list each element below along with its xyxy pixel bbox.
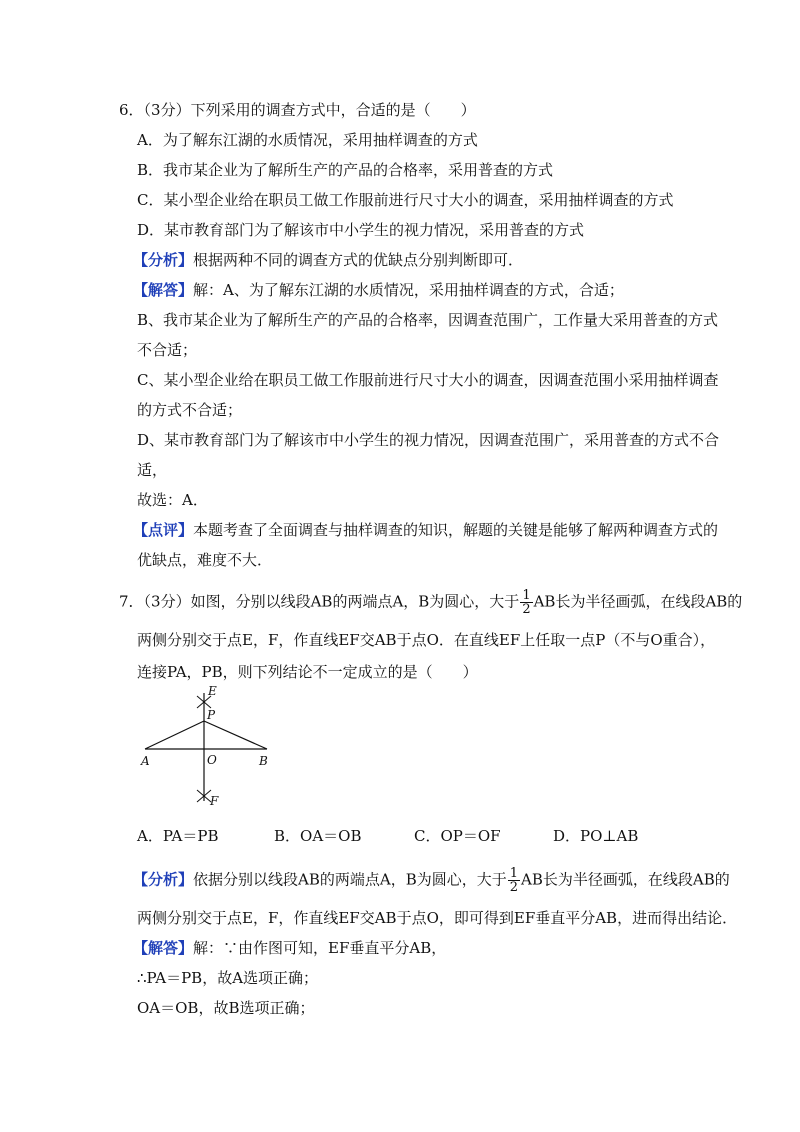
q7-answer-line-2: ∴PA＝PB，故A选项正确；	[137, 969, 319, 987]
q6-answer-line-8: 故选：A．	[137, 491, 208, 509]
q6-answer-line-5: 的方式不合适；	[137, 401, 243, 419]
q6-option-a: A．为了解东江湖的水质情况，采用抽样调查的方式	[137, 131, 478, 149]
label-b: B	[259, 754, 268, 768]
q7-answer-line-3: OA＝OB，故B选项正确；	[137, 999, 315, 1017]
q7-option-c: C．OP＝OF	[414, 827, 501, 845]
analysis-post: AB长为半径画弧，在线段AB的	[521, 870, 730, 889]
q7-stem-line-1	[119, 589, 742, 616]
fraction-denominator: 2	[522, 602, 531, 617]
q7-figure	[137, 683, 277, 808]
q7-answer-line-1	[133, 939, 446, 957]
answer-text: 解：∵由作图可知，EF垂直平分AB，	[193, 939, 447, 957]
q7-option-b: B．OA＝OB	[274, 827, 362, 845]
q6-answer-line-1	[133, 281, 624, 299]
q7-analysis-line-1	[133, 867, 730, 894]
q6-option-d: D．某市教育部门为了解该市中小学生的视力情况，采用普查的方式	[137, 221, 585, 239]
answer-text: 解：A、为了解东江湖的水质情况，采用抽样调查的方式，合适；	[193, 281, 624, 299]
q6-analysis	[133, 251, 523, 269]
q6-stem: 6．（3分）下列采用的调查方式中，合适的是（ ）	[119, 101, 476, 119]
fraction-one-half	[520, 589, 532, 616]
q6-answer-line-3: 不合适；	[137, 341, 198, 359]
q6-answer-line-7: 适，	[137, 461, 168, 479]
q7-stem-pre: 7．（3分）如图，分别以线段AB的两端点A，B为圆心，大于	[119, 592, 520, 611]
label-p: P	[207, 708, 216, 722]
label-a: A	[141, 754, 150, 768]
label-o: O	[207, 753, 217, 767]
q6-comment-line-2: 优缺点，难度不大．	[137, 551, 273, 569]
q6-answer-line-2: B、我市某企业为了解所生产的产品的合格率，因调查范围广，工作量大采用普查的方式	[137, 311, 719, 329]
q7-stem-line-2: 两侧分别交于点E，F，作直线EF交AB于点O．在直线EF上任取一点P（不与O重合），	[137, 631, 716, 649]
q7-option-d: D．PO⊥AB	[553, 827, 639, 845]
label-e: E	[208, 684, 217, 698]
comment-text: 本题考查了全面调查与抽样调查的知识，解题的关键是能够了解两种调查方式的	[193, 521, 719, 539]
q6-answer-line-6: D、某市教育部门为了解该市中小学生的视力情况，因调查范围广，采用普查的方式不合	[137, 431, 720, 449]
q6-option-b: B．我市某企业为了解所生产的产品的合格率，采用普查的方式	[137, 161, 554, 179]
q7-option-a: A．PA＝PB	[137, 827, 219, 845]
q6-answer-line-4: C、某小型企业给在职员工做工作服前进行尺寸大小的调查，因调查范围小采用抽样调查	[137, 371, 719, 389]
analysis-tag: 【分析】	[133, 870, 194, 889]
q7-analysis-line-2: 两侧分别交于点E，F，作直线EF交AB于点O，即可得到EF垂直平分AB，进而得出结论．	[137, 909, 738, 927]
fraction-numerator: 1	[522, 588, 531, 603]
analysis-tag: 【分析】	[133, 251, 194, 269]
fraction-numerator: 1	[509, 866, 519, 881]
fraction-one-half	[508, 867, 520, 894]
q6-comment-line-1	[133, 521, 718, 539]
answer-tag: 【解答】	[133, 281, 194, 299]
q7-stem-post: AB长为半径画弧，在线段AB的	[533, 592, 743, 611]
fraction-denominator: 2	[509, 880, 519, 895]
q6-option-c: C．某小型企业给在职员工做工作服前进行尺寸大小的调查，采用抽样调查的方式	[137, 191, 674, 209]
analysis-pre: 依据分别以线段AB的两端点A，B为圆心，大于	[193, 870, 507, 889]
analysis-text: 根据两种不同的调查方式的优缺点分别判断即可．	[193, 251, 524, 269]
label-f: F	[210, 794, 219, 808]
q7-stem-line-3: 连接PA，PB，则下列结论不一定成立的是（ ）	[137, 663, 478, 681]
segment-pb	[204, 721, 267, 749]
answer-tag: 【解答】	[133, 939, 194, 957]
segment-pa	[145, 721, 204, 749]
comment-tag: 【点评】	[133, 521, 194, 539]
